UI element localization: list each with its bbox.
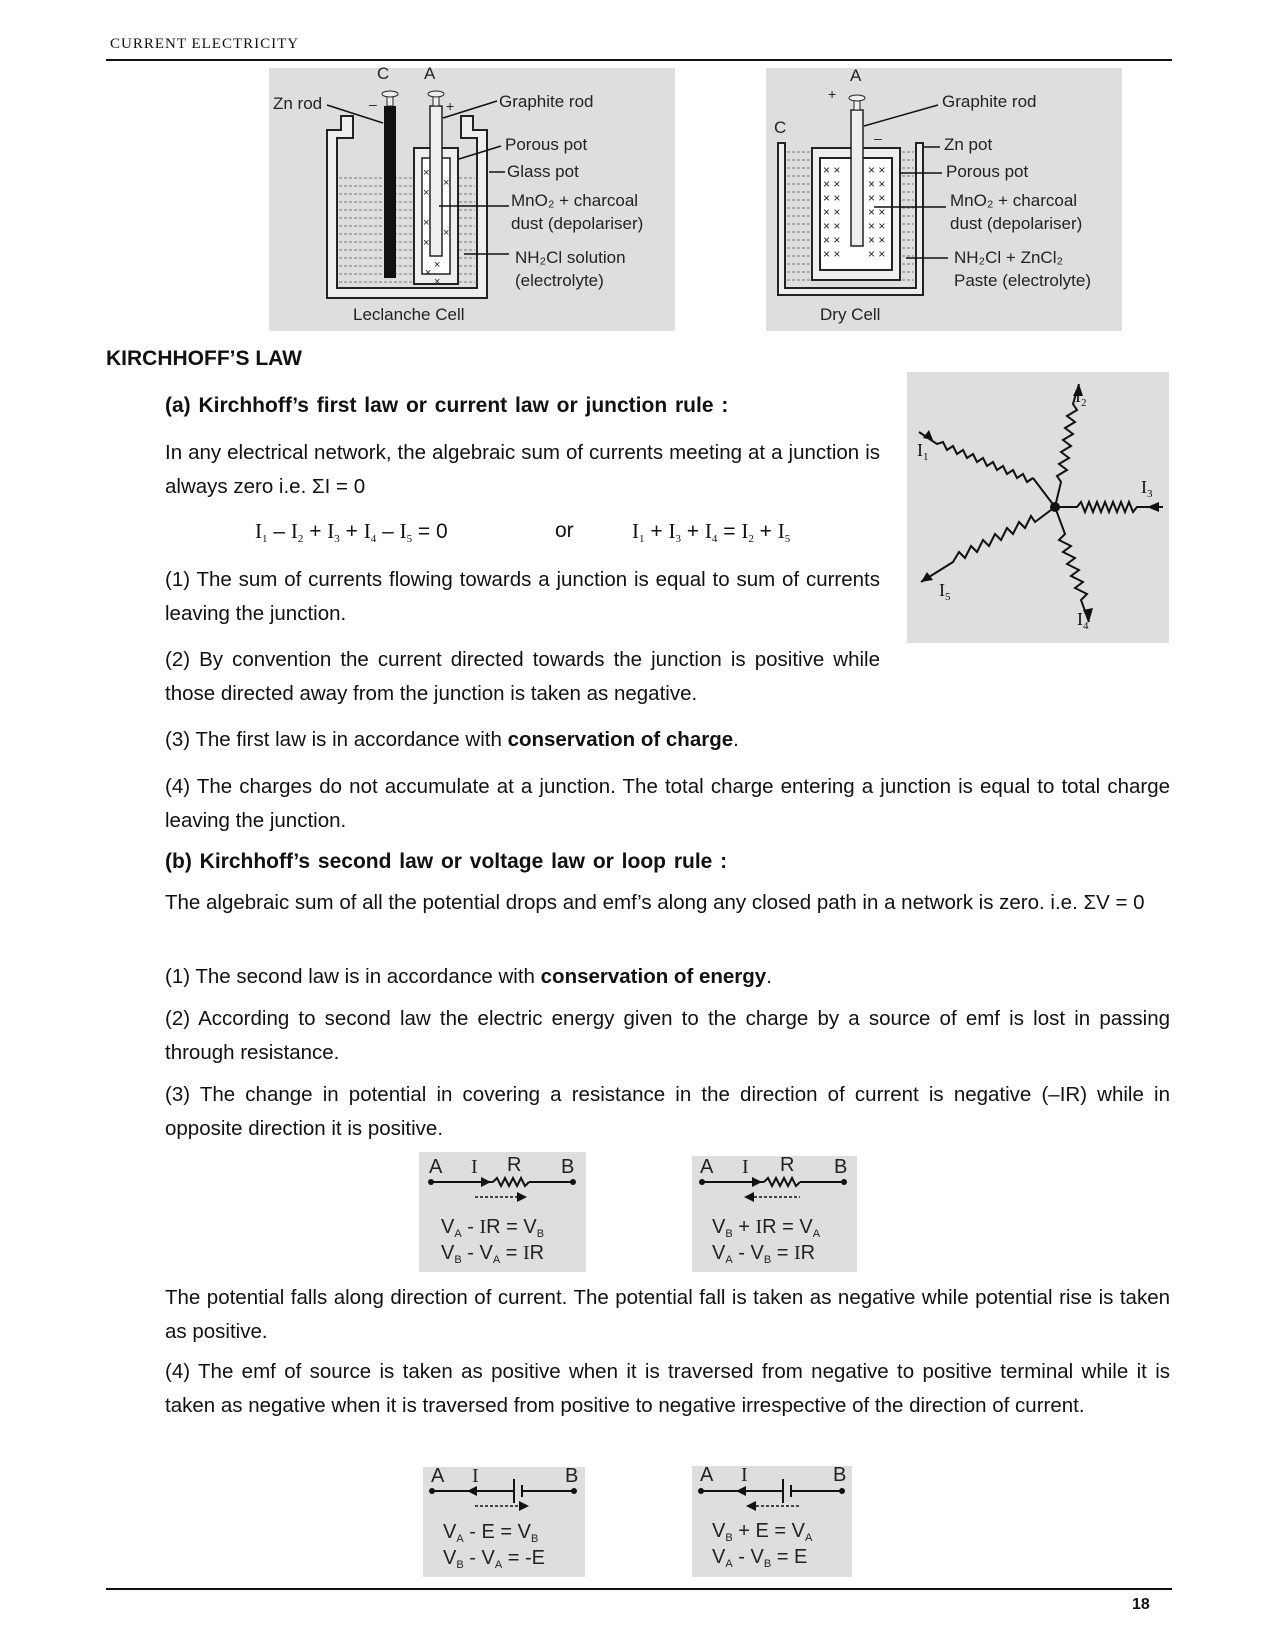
resistor-label: R	[507, 1154, 522, 1176]
first-law-point-1: (1) The sum of currents flowing towards a junction is equal to sum of currents leaving the junction.	[165, 568, 880, 625]
depolariser-label-2: dust (depolariser)	[511, 214, 644, 233]
svg-text:× ×: × ×	[868, 219, 886, 233]
minus-sign: –	[874, 130, 882, 146]
svg-text:× ×: × ×	[823, 247, 841, 261]
emf-figure-reverse	[692, 1466, 852, 1577]
equation-2: $V_B - V_A = -E$	[443, 1547, 545, 1571]
svg-text:× ×: × ×	[823, 191, 841, 205]
current-label: I	[741, 1464, 748, 1486]
label-i1: $I_1$	[917, 440, 929, 463]
svg-text:× ×: × ×	[868, 247, 886, 261]
label-i3: $I_3$	[1141, 477, 1153, 500]
resistor-figure-reverse	[692, 1156, 857, 1272]
running-title: CURRENT ELECTRICITY	[110, 36, 300, 52]
resistor-label: R	[780, 1154, 795, 1176]
electrolyte-label-2: Paste (electrolyte)	[954, 271, 1091, 290]
label-i2: $I_2$	[1075, 386, 1087, 409]
second-law-intro: The algebraic sum of all the potential drops and emf’s along any closed path in a network is zero. i.e. ΣV = 0	[165, 891, 1145, 914]
terminal-c-label: C	[774, 118, 787, 137]
kcl-equation-right: $I_1 + I_3 + I_4 = I_2 + I_5$	[632, 519, 791, 545]
kcl-equation-left: $I_1 - I_2 + I_3 + I_4 - I_5 = 0$	[255, 519, 448, 545]
leclanche-caption: Leclanche Cell	[353, 305, 465, 324]
svg-text:×: ×	[423, 187, 430, 199]
svg-text:×: ×	[423, 237, 430, 249]
terminal-a-label: A	[424, 64, 436, 83]
electrolyte-label-1: NH₂Cl solution	[515, 248, 626, 267]
svg-text:× ×: × ×	[823, 205, 841, 219]
label-i5: $I_5$	[939, 580, 951, 603]
svg-text:×: ×	[425, 267, 432, 279]
leclanche-cell-figure	[269, 64, 675, 331]
svg-text:×: ×	[443, 227, 450, 239]
glass-pot-label: Glass pot	[507, 162, 579, 181]
second-law-point-3: (3) The change in potential in covering a resistance in the direction of current is negative (–IR) while in opposite direction it is positive.	[165, 1083, 1170, 1140]
equation-2: $V_A - V_B = E$	[712, 1546, 808, 1570]
depolariser-label-1: MnO₂ + charcoal	[511, 191, 639, 210]
equation-2: $V_B - V_A$ = IR	[441, 1242, 545, 1266]
second-law-point-2: (2) According to second law the electric energy given to the charge by a source of emf is lost in passing through resistance.	[165, 1007, 1170, 1064]
node-b-label: B	[833, 1464, 847, 1486]
electrolyte-label-2: (electrolyte)	[515, 271, 604, 290]
equation-2: $V_A - V_B$ = IR	[712, 1242, 816, 1266]
svg-text:× ×: × ×	[868, 233, 886, 247]
terminal-a-label: A	[850, 66, 862, 85]
node-b-label: B	[834, 1156, 848, 1178]
svg-text:× ×: × ×	[868, 191, 886, 205]
current-label: I	[742, 1156, 749, 1178]
first-law-intro: In any electrical network, the algebraic sum of currents meeting at a junction is always zero i.e. ΣI = 0	[165, 441, 880, 498]
minus-sign: –	[369, 96, 377, 112]
label-i4: $I_4$	[1077, 609, 1089, 632]
graphite-rod-label: Graphite rod	[499, 92, 594, 111]
svg-text:×: ×	[423, 217, 430, 229]
svg-text:×: ×	[434, 276, 441, 288]
resistor-figure-forward	[419, 1152, 586, 1272]
svg-text:×: ×	[443, 177, 450, 189]
terminal-c-label: C	[377, 64, 390, 83]
equation-1: $V_B$ + IR = $V_A$	[712, 1216, 821, 1240]
dry-cell-caption: Dry Cell	[820, 305, 881, 324]
node-b-label: B	[561, 1156, 575, 1178]
svg-text:× ×: × ×	[868, 205, 886, 219]
page-number: 18	[1132, 1596, 1150, 1613]
junction-figure	[907, 372, 1169, 643]
second-law-point-1: (1) The second law is in accordance with conservation of energy.	[165, 965, 772, 988]
section-title: KIRCHHOFF’S LAW	[106, 347, 302, 370]
current-label: I	[472, 1465, 479, 1487]
depolariser-label-1: MnO₂ + charcoal	[950, 191, 1078, 210]
equation-or: or	[555, 519, 574, 542]
equation-1: $V_B + E = V_A$	[712, 1520, 813, 1544]
equation-1: $V_A$ - IR = $V_B$	[441, 1216, 545, 1240]
electrolyte-label-1: NH₂Cl + ZnCl₂	[954, 248, 1064, 267]
second-law-heading: (b) Kirchhoff’s second law or voltage law or loop rule :	[165, 850, 728, 873]
header-rule	[106, 59, 1172, 61]
first-law-point-2: (2) By convention the current directed towards the junction is positive while those directed away from the junction is taken as negative.	[165, 648, 880, 705]
svg-text:× ×: × ×	[868, 163, 886, 177]
first-law-point-4: (4) The charges do not accumulate at a junction. The total charge entering a junction is equal to total charge leaving the junction.	[165, 775, 1170, 832]
plus-sign: +	[828, 86, 837, 102]
depolariser-label-2: dust (depolariser)	[950, 214, 1083, 233]
first-law-point-3: (3) The first law is in accordance with conservation of charge.	[165, 728, 739, 751]
node-b-label: B	[565, 1465, 579, 1487]
node-a-label: A	[700, 1464, 714, 1486]
plus-sign: +	[446, 98, 455, 114]
first-law-heading: (a) Kirchhoff’s first law or current law or junction rule :	[165, 394, 729, 417]
dry-cell-figure	[766, 68, 1122, 331]
zn-rod-label: Zn rod	[273, 94, 323, 113]
equation-1: $V_A - E = V_B$	[443, 1521, 539, 1545]
svg-text:×: ×	[423, 167, 430, 179]
second-law-point-4: (4) The emf of source is taken as positive when it is traversed from negative to positive terminal while it is taken as negative when it is traversed from positive to negative irrespective of the direction of current.	[165, 1360, 1170, 1417]
svg-text:×: ×	[434, 259, 441, 271]
zn-pot-label: Zn pot	[944, 135, 993, 154]
footer-rule	[106, 1588, 1172, 1590]
potential-note: The potential falls along direction of current. The potential fall is taken as negative while potential rise is taken as positive.	[165, 1286, 1170, 1343]
svg-text:× ×: × ×	[823, 219, 841, 233]
porous-pot-label: Porous pot	[505, 135, 588, 154]
node-a-label: A	[700, 1156, 714, 1178]
current-label: I	[471, 1156, 478, 1178]
node-a-label: A	[431, 1465, 445, 1487]
svg-text:× ×: × ×	[823, 233, 841, 247]
svg-text:× ×: × ×	[823, 163, 841, 177]
svg-text:× ×: × ×	[823, 177, 841, 191]
emf-figure-forward	[423, 1467, 585, 1577]
porous-pot-label: Porous pot	[946, 162, 1029, 181]
graphite-rod-label: Graphite rod	[942, 92, 1037, 111]
node-a-label: A	[429, 1156, 443, 1178]
svg-text:× ×: × ×	[868, 177, 886, 191]
